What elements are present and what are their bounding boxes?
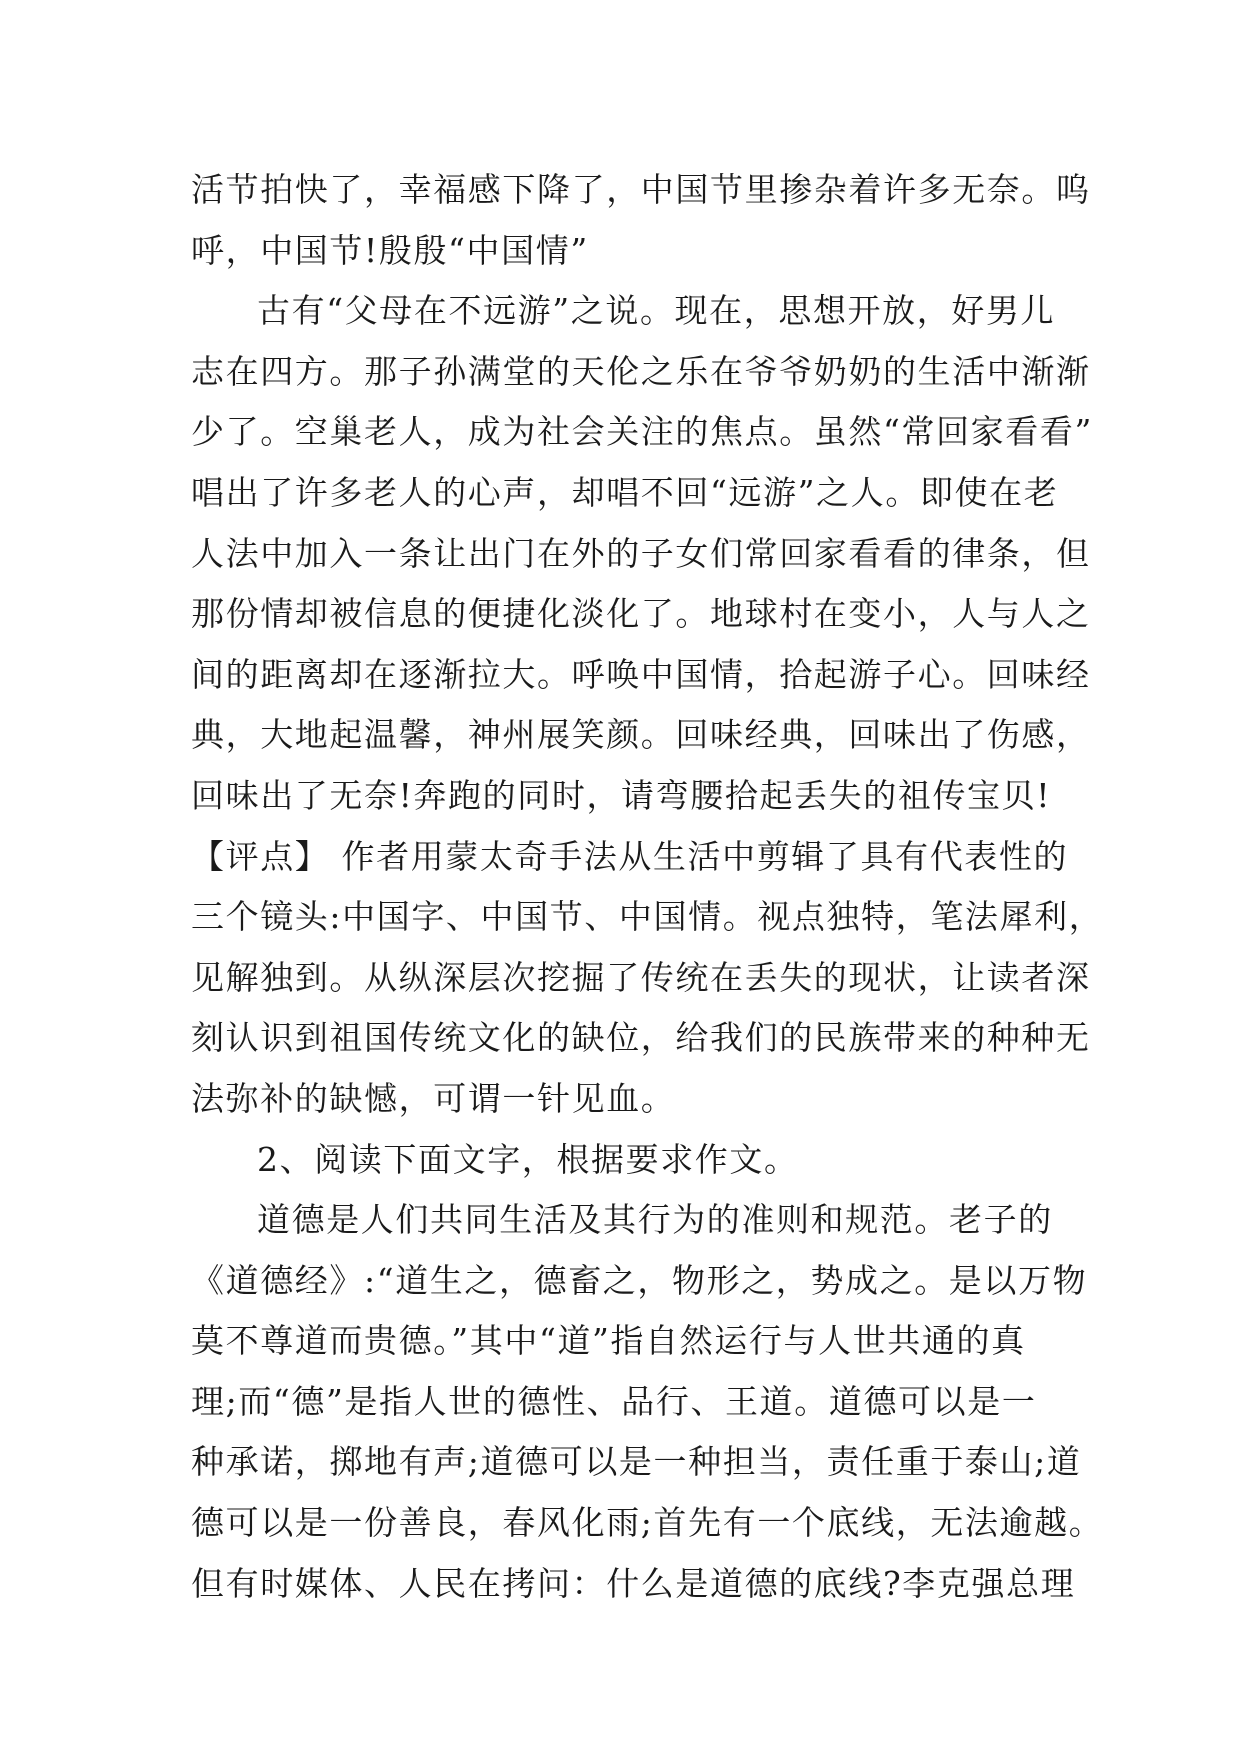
text-line: 典，大地起温馨，神州展笑颜。回味经典，回味出了伤感， xyxy=(191,715,1091,755)
text-line: 回味出了无奈!奔跑的同时，请弯腰拾起丢失的祖传宝贝! xyxy=(191,775,1052,815)
text-line: 【评点】 作者用蒙太奇手法从生活中剪辑了具有代表性的 xyxy=(191,836,1069,876)
text-line: 2、阅读下面文字，根据要求作文。 xyxy=(257,1139,799,1179)
text-line: 但有时媒体、人民在拷问：什么是道德的底线?李克强总理 xyxy=(191,1563,1076,1603)
text-line: 理;而“德”是指人世的德性、品行、王道。道德可以是一 xyxy=(191,1381,1037,1421)
text-line: 间的距离却在逐渐拉大。呼唤中国情，拾起游子心。回味经 xyxy=(191,654,1091,694)
text-line: 那份情却被信息的便捷化淡化了。地球村在变小，人与人之 xyxy=(191,594,1091,634)
text-line: 莫不尊道而贵德。”其中“道”指自然运行与人世共通的真 xyxy=(191,1321,1026,1361)
text-line: 呼，中国节!殷殷“中国情” xyxy=(191,230,589,270)
text-line: 德可以是一份善良，春风化雨;首先有一个底线，无法逾越。 xyxy=(191,1503,1104,1543)
text-line: 刻认识到祖国传统文化的缺位，给我们的民族带来的种种无 xyxy=(191,1018,1091,1058)
text-line: 少了。空巢老人，成为社会关注的焦点。虽然“常回家看看” xyxy=(191,412,1093,452)
body-text xyxy=(191,160,1104,1614)
text-line: 唱出了许多老人的心声，却唱不回“远游”之人。即使在老 xyxy=(191,472,1059,512)
text-line: 种承诺，掷地有声;道德可以是一种担当，责任重于泰山;道 xyxy=(191,1442,1082,1482)
text-line: 人法中加入一条让出门在外的子女们常回家看看的律条，但 xyxy=(191,533,1091,573)
text-line: 古有“父母在不远游”之说。现在，思想开放，好男儿 xyxy=(257,291,1056,331)
text-line: 《道德经》:“道生之，德畜之，物形之，势成之。是以万物 xyxy=(191,1260,1088,1300)
text-line: 活节拍快了，幸福感下降了，中国节里掺杂着许多无奈。呜 xyxy=(191,170,1091,209)
text-line: 见解独到。从纵深层次挖掘了传统在丢失的现状，让读者深 xyxy=(191,957,1091,997)
text-line: 三个镜头:中国字、中国节、中国情。视点独特，笔法犀利， xyxy=(191,897,1104,937)
text-line: 志在四方。那子孙满堂的天伦之乐在爷爷奶奶的生活中渐渐 xyxy=(191,351,1091,391)
text-line: 道德是人们共同生活及其行为的准则和规范。老子的 xyxy=(257,1200,1053,1240)
text-line: 法弥补的缺憾，可谓一针见血。 xyxy=(191,1078,676,1118)
